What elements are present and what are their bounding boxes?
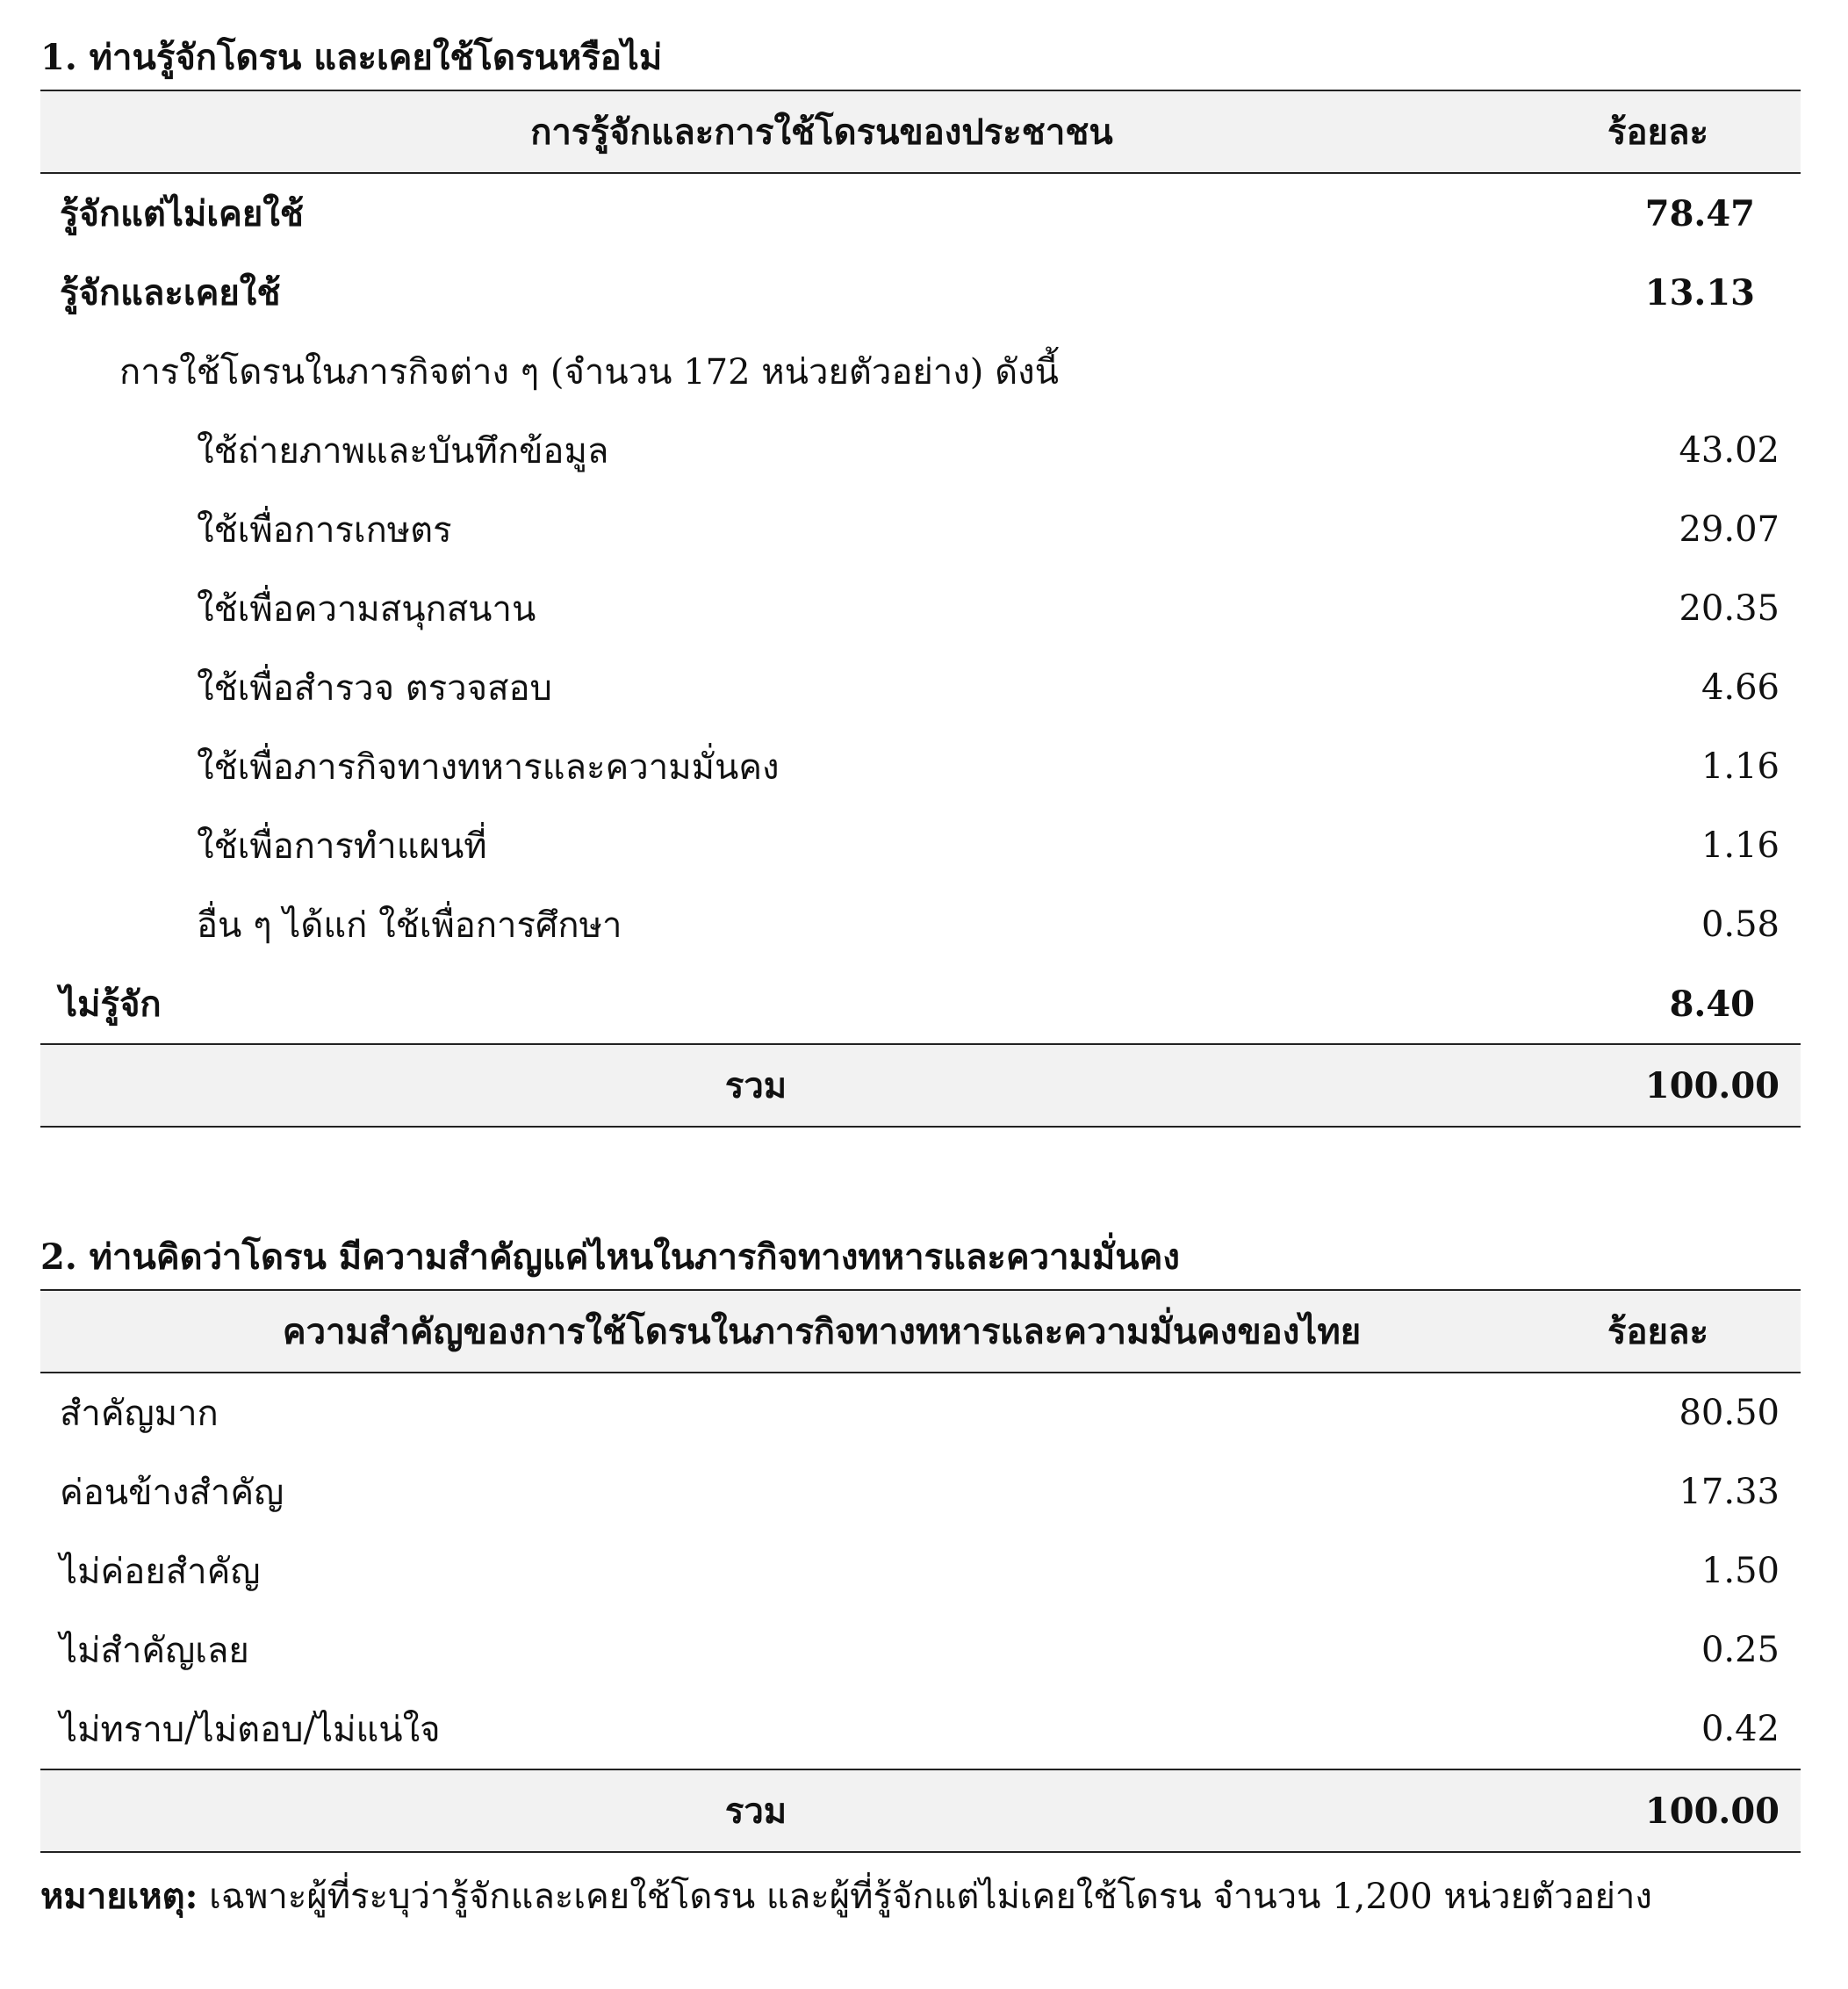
table-row [40,490,1801,569]
table-row [40,411,1801,490]
table-row [40,253,1801,332]
row-value: 20.35 [1679,588,1780,629]
table-row [40,727,1801,806]
table-row [40,1531,1801,1611]
question-1-title: 1. ท่านรู้จักโดรน และเคยใช้โดรนหรือไม่ [40,37,663,78]
row-value: 8.40 [1669,983,1755,1025]
total-label: รวม [40,1044,1533,1127]
row-value: 78.47 [1644,192,1755,234]
row-label: ไม่ค่อยสำคัญ [60,1552,261,1592]
table-row [40,569,1801,648]
total-row [40,1769,1801,1852]
row-value: 0.58 [1701,904,1780,945]
row-label: รู้จักแต่ไม่เคยใช้ [60,193,304,234]
header-percent: ร้อยละ [1533,90,1801,173]
row-label: การใช้โดรนในภารกิจต่าง ๆ (จำนวน 172 หน่วยตัวอย่าง) ดังนี้ [119,352,1059,393]
row-label: ใช้เพื่อภารกิจทางทหารและความมั่นคง [197,747,780,788]
table-header [40,1290,1801,1373]
row-label: ไม่ทราบ/ไม่ตอบ/ไม่แน่ใจ [60,1710,441,1750]
row-value: 0.25 [1701,1630,1780,1670]
row-label: ค่อนข้างสำคัญ [60,1473,284,1513]
table-row [40,806,1801,885]
row-value: 17.33 [1679,1472,1780,1512]
row-value: 1.16 [1701,825,1780,866]
total-label: รวม [40,1769,1533,1852]
row-label: ใช้เพื่อการทำแผนที่ [197,826,487,867]
row-value [1533,332,1801,411]
table-row [40,964,1801,1044]
row-label: ไม่รู้จัก [60,984,162,1025]
table-row [40,885,1801,964]
row-label: ใช้เพื่อการเกษตร [197,510,452,551]
row-label: อื่น ๆ ได้แก่ ใช้เพื่อการศึกษา [197,905,622,946]
drone-importance-table [40,1289,1801,1853]
row-value: 80.50 [1679,1393,1780,1433]
question-2-title: 2. ท่านคิดว่าโดรน มีความสำคัญแค่ไหนในภารกิจทางทหารและความมั่นคง [40,1236,1180,1278]
row-value: 0.42 [1701,1709,1780,1749]
footnote-text: เฉพาะผู้ที่ระบุว่ารู้จักและเคยใช้โดรน และผู้ที่รู้จักแต่ไม่เคยใช้โดรน จำนวน 1,200 หน่วยตัวอย่าง [198,1877,1652,1917]
row-value: 43.02 [1679,430,1780,471]
row-label: ใช้ถ่ายภาพและบันทึกข้อมูล [197,431,609,472]
header-percent: ร้อยละ [1533,1290,1801,1373]
row-value: 1.16 [1701,746,1780,787]
section-spacer [40,1128,1801,1233]
row-value: 4.66 [1701,667,1780,708]
table-row [40,1611,1801,1690]
total-value: 100.00 [1533,1769,1801,1852]
row-label: ใช้เพื่อสำรวจ ตรวจสอบ [197,668,552,709]
footnote-label: หมายเหตุ: [40,1876,198,1917]
total-row [40,1044,1801,1127]
total-value: 100.00 [1533,1044,1801,1127]
drone-awareness-table [40,90,1801,1128]
table-row [40,1373,1801,1452]
row-value: 13.13 [1644,271,1755,313]
survey-page [40,33,1801,1923]
table-row [40,173,1801,253]
header-label: ความสำคัญของการใช้โดรนในภารกิจทางทหารและความมั่นคงของไทย [40,1290,1533,1373]
row-label: รู้จักและเคยใช้ [60,272,281,313]
footnote [40,1870,1801,1923]
row-label: สำคัญมาก [60,1394,219,1434]
table-row [40,1452,1801,1531]
table-row [40,332,1801,411]
table-header [40,90,1801,173]
row-label: ไม่สำคัญเลย [60,1631,249,1671]
row-label: ใช้เพื่อความสนุกสนาน [197,589,536,630]
table-row [40,648,1801,727]
table-row [40,1690,1801,1769]
header-label: การรู้จักและการใช้โดรนของประชาชน [40,90,1533,173]
row-value: 1.50 [1701,1551,1780,1591]
row-value: 29.07 [1679,509,1780,550]
